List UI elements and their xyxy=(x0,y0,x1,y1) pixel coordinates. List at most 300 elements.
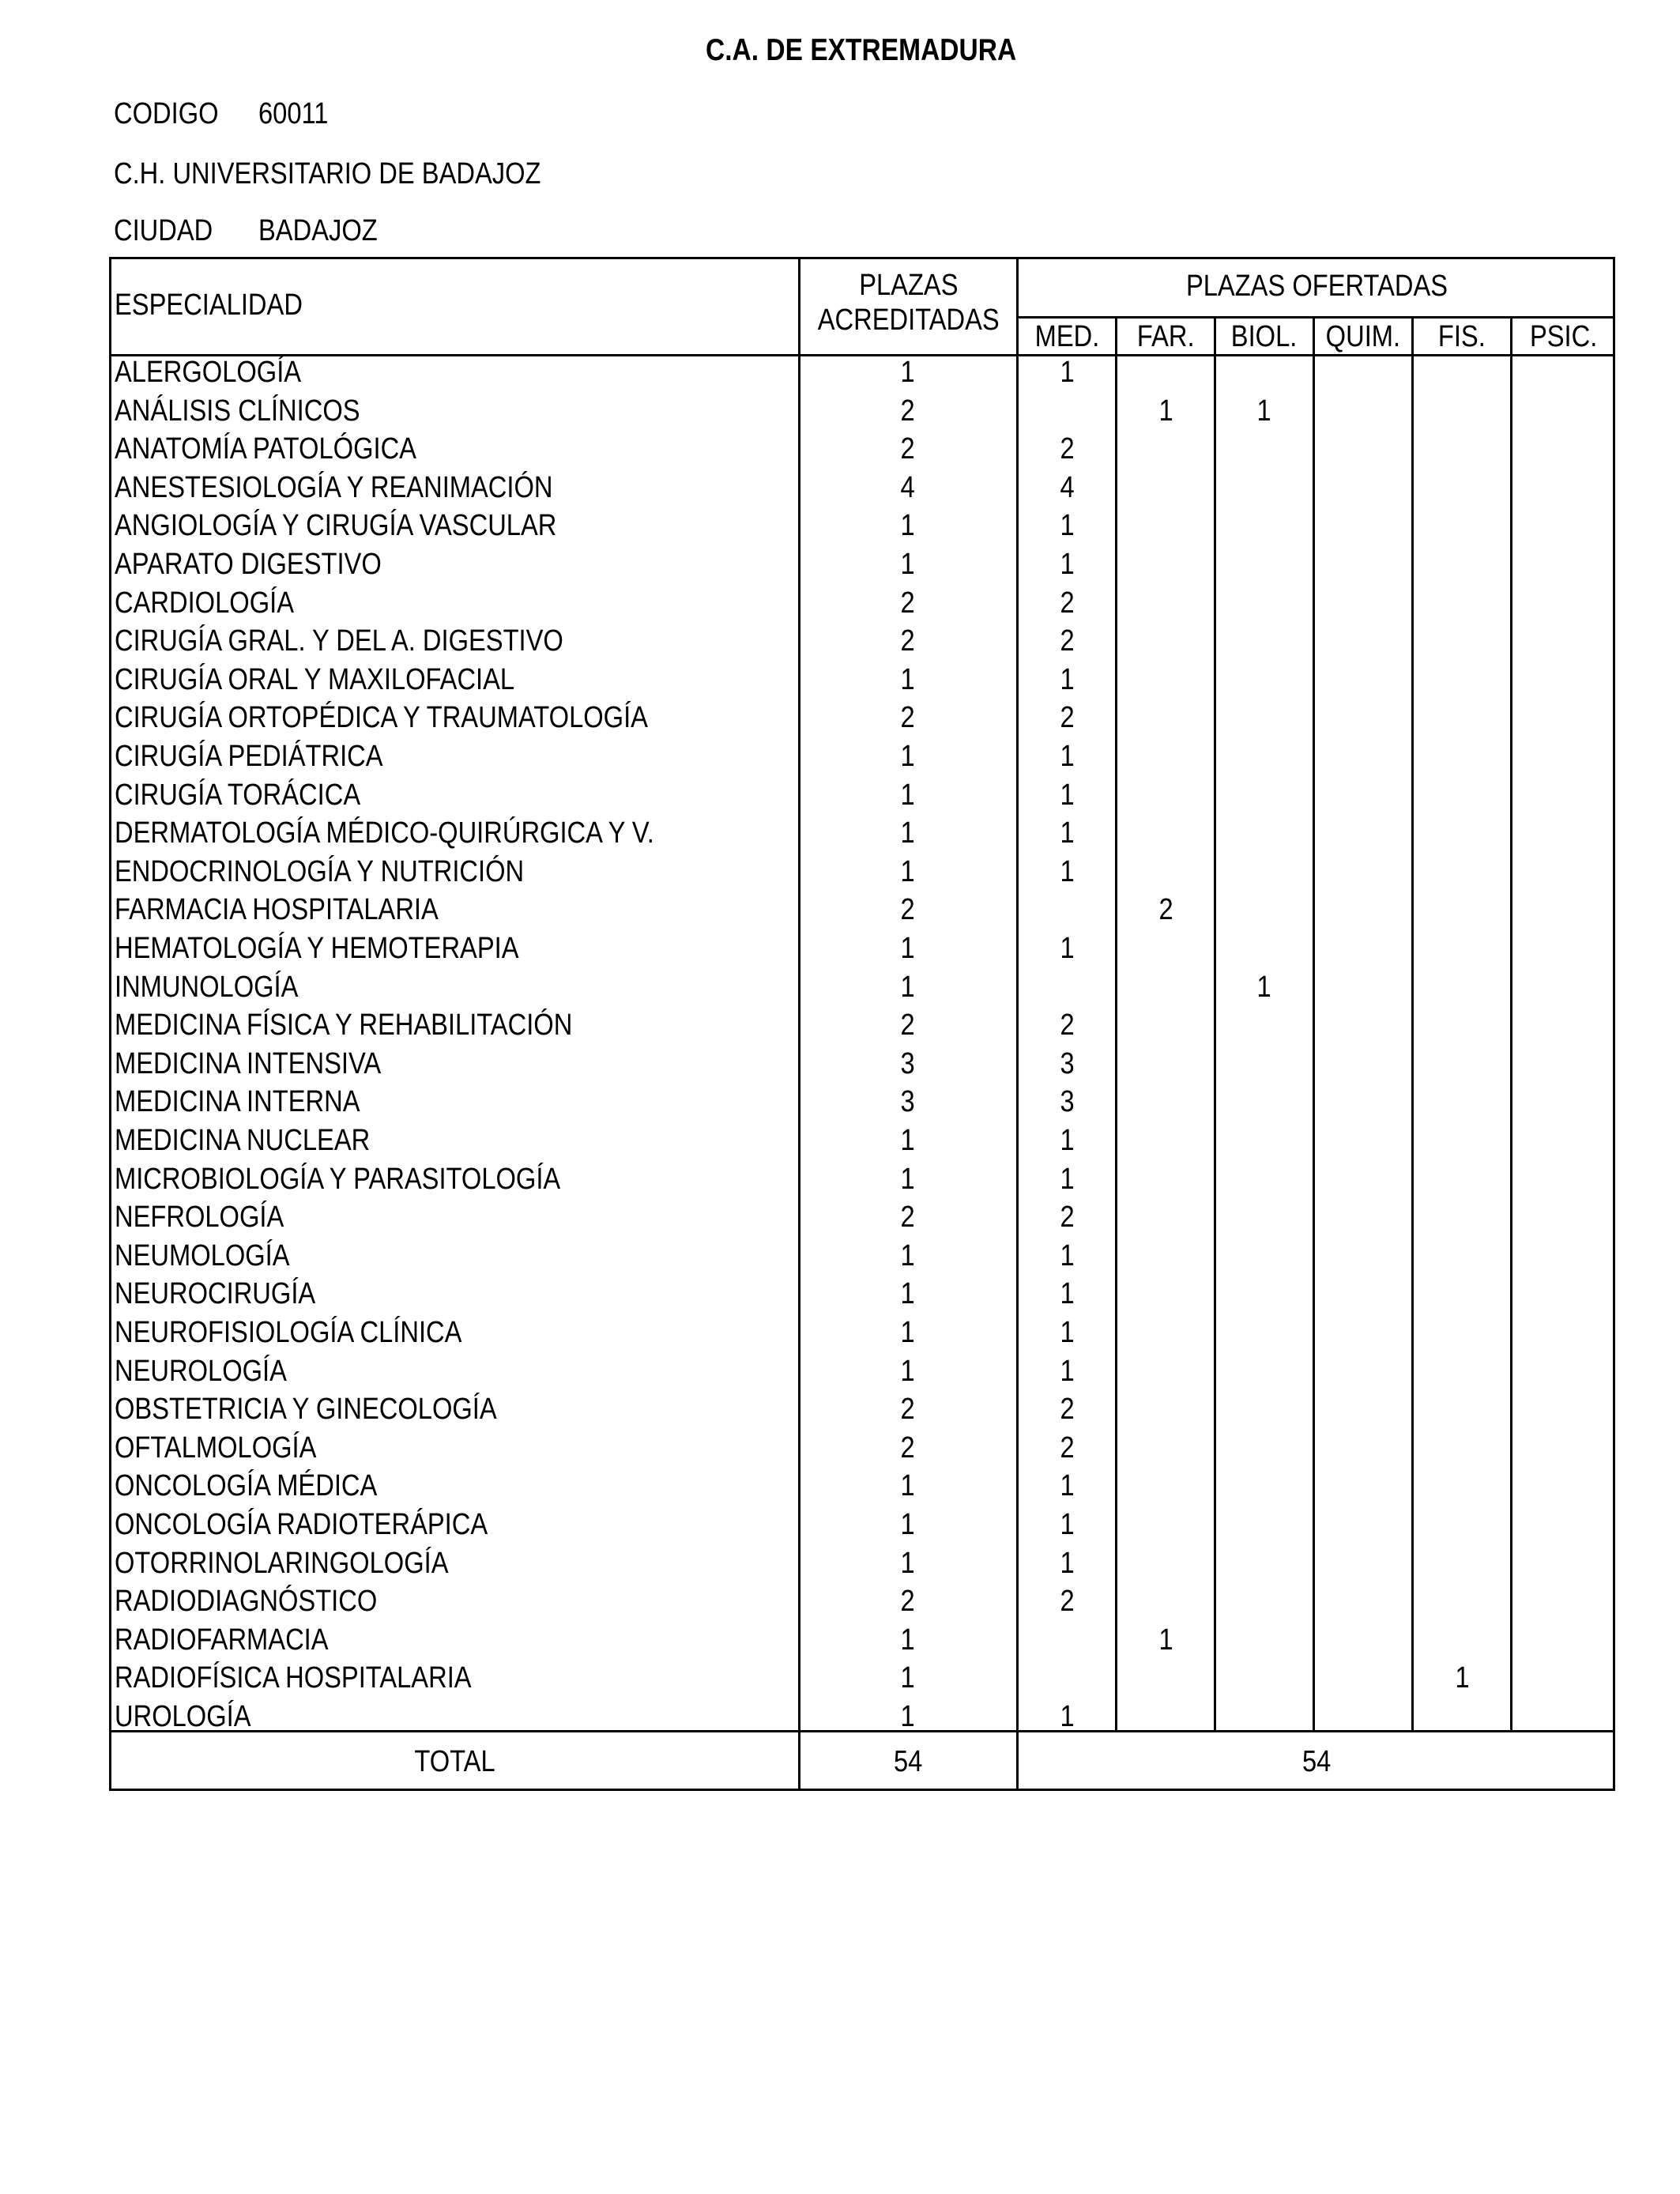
cell-acr: 2 xyxy=(900,394,916,428)
cell-fis xyxy=(1415,737,1510,776)
cell-psic xyxy=(1514,430,1609,469)
especialidad-name: NEUROFISIOLOGÍA CLÍNICA xyxy=(115,1316,462,1349)
cell-biol xyxy=(1217,1122,1312,1160)
cell-psic xyxy=(1514,1429,1609,1468)
cell-far xyxy=(1119,776,1214,815)
cell-fis xyxy=(1415,1237,1510,1276)
cell-fis xyxy=(1415,1544,1510,1583)
cell-acr: 2 xyxy=(900,1393,916,1427)
cell-fis xyxy=(1415,1275,1510,1314)
cell-psic xyxy=(1514,507,1609,545)
cell-acr: 3 xyxy=(900,1085,916,1119)
cell-med: 1 xyxy=(1060,1546,1075,1580)
cell-psic xyxy=(1514,392,1609,431)
cell-quim xyxy=(1317,1160,1411,1199)
cell-fis: 1 xyxy=(1455,1661,1471,1695)
cell-biol: 1 xyxy=(1256,394,1272,428)
cell-quim xyxy=(1317,661,1411,699)
cell-biol xyxy=(1217,1314,1312,1352)
cell-quim xyxy=(1317,737,1411,776)
total-label: TOTAL xyxy=(414,1745,495,1778)
cell-biol xyxy=(1217,661,1312,699)
cell-acr: 2 xyxy=(900,624,916,658)
cell-psic xyxy=(1514,661,1609,699)
cell-biol xyxy=(1217,853,1312,892)
cell-quim xyxy=(1317,392,1411,431)
cell-med xyxy=(1020,1659,1115,1698)
cell-far xyxy=(1119,1237,1214,1276)
cell-psic xyxy=(1514,545,1609,584)
especialidad-name: RADIOFÍSICA HOSPITALARIA xyxy=(115,1661,472,1695)
cell-acr: 2 xyxy=(900,701,916,735)
cell-biol xyxy=(1217,929,1312,968)
cell-biol xyxy=(1217,1237,1312,1276)
cell-fis xyxy=(1415,1467,1510,1506)
cell-fis xyxy=(1415,1083,1510,1122)
cell-psic xyxy=(1514,1006,1609,1045)
cell-far xyxy=(1119,1506,1214,1544)
cell-quim xyxy=(1317,584,1411,623)
cell-far xyxy=(1119,1698,1214,1736)
cell-med: 3 xyxy=(1060,1085,1075,1119)
cell-med: 2 xyxy=(1060,586,1075,620)
subheader-biol: BIOL. xyxy=(1231,320,1298,353)
table-row xyxy=(0,1582,1680,1621)
cell-acr: 1 xyxy=(900,854,916,888)
table-row xyxy=(0,1198,1680,1237)
cell-quim xyxy=(1317,1429,1411,1468)
cell-quim xyxy=(1317,929,1411,968)
cell-acr: 1 xyxy=(900,1238,916,1272)
cell-psic xyxy=(1514,1659,1609,1698)
cell-fis xyxy=(1415,1582,1510,1621)
cell-quim xyxy=(1317,1698,1411,1736)
cell-med: 2 xyxy=(1060,432,1075,466)
cell-biol xyxy=(1217,1467,1312,1506)
cell-med: 2 xyxy=(1060,1585,1075,1619)
especialidad-name: ANESTESIOLOGÍA Y REANIMACIÓN xyxy=(115,470,553,504)
cell-far xyxy=(1119,661,1214,699)
cell-psic xyxy=(1514,699,1609,737)
cell-far: 1 xyxy=(1158,394,1174,428)
table-row xyxy=(0,1083,1680,1122)
cell-fis xyxy=(1415,776,1510,815)
cell-biol xyxy=(1217,1659,1312,1698)
cell-acr: 2 xyxy=(900,1201,916,1235)
cell-acr: 1 xyxy=(900,1623,916,1657)
cell-biol xyxy=(1217,353,1312,392)
cell-psic xyxy=(1514,1198,1609,1237)
cell-fis xyxy=(1415,1390,1510,1429)
table-row xyxy=(0,1698,1680,1736)
table-row xyxy=(0,392,1680,431)
cell-med: 1 xyxy=(1060,854,1075,888)
cell-fis xyxy=(1415,622,1510,661)
cell-far xyxy=(1119,853,1214,892)
cell-acr: 1 xyxy=(900,1277,916,1311)
cell-med: 2 xyxy=(1060,1201,1075,1235)
especialidad-name: ENDOCRINOLOGÍA Y NUTRICIÓN xyxy=(115,854,525,888)
cell-quim xyxy=(1317,891,1411,929)
cell-far xyxy=(1119,622,1214,661)
cell-fis xyxy=(1415,1621,1510,1660)
cell-med xyxy=(1020,968,1115,1007)
ciudad-value: BADAJOZ xyxy=(258,214,378,247)
cell-far xyxy=(1119,1083,1214,1122)
cell-biol xyxy=(1217,1352,1312,1391)
especialidad-name: ALERGOLOGÍA xyxy=(115,356,302,389)
cell-psic xyxy=(1514,1237,1609,1276)
table-row xyxy=(0,1390,1680,1429)
cell-psic xyxy=(1514,622,1609,661)
cell-psic xyxy=(1514,1045,1609,1084)
subheader-far: FAR. xyxy=(1136,320,1195,353)
cell-fis xyxy=(1415,699,1510,737)
cell-fis xyxy=(1415,1352,1510,1391)
table-row xyxy=(0,1429,1680,1468)
especialidad-name: CARDIOLOGÍA xyxy=(115,586,294,620)
cell-quim xyxy=(1317,1506,1411,1544)
cell-psic xyxy=(1514,776,1609,815)
header-especialidad: ESPECIALIDAD xyxy=(115,288,303,322)
codigo-label: CODIGO xyxy=(114,97,219,130)
especialidad-name: CIRUGÍA PEDIÁTRICA xyxy=(115,740,383,773)
table-row xyxy=(0,1275,1680,1314)
cell-quim xyxy=(1317,776,1411,815)
cell-biol xyxy=(1217,776,1312,815)
especialidad-name: NEFROLOGÍA xyxy=(115,1201,284,1235)
cell-fis xyxy=(1415,507,1510,545)
cell-acr: 2 xyxy=(900,586,916,620)
cell-psic xyxy=(1514,737,1609,776)
cell-biol xyxy=(1217,1006,1312,1045)
table-row xyxy=(0,545,1680,584)
cell-biol xyxy=(1217,1083,1312,1122)
cell-med: 2 xyxy=(1060,1431,1075,1465)
cell-quim xyxy=(1317,1198,1411,1237)
subheader-quim: QUIM. xyxy=(1325,320,1401,353)
cell-far xyxy=(1119,584,1214,623)
table-row xyxy=(0,776,1680,815)
cell-med: 1 xyxy=(1060,1316,1075,1349)
cell-fis xyxy=(1415,430,1510,469)
cell-acr: 1 xyxy=(900,970,916,1004)
table-row xyxy=(0,507,1680,545)
ciudad-label: CIUDAD xyxy=(114,214,213,247)
cell-far xyxy=(1119,1390,1214,1429)
table-row xyxy=(0,1006,1680,1045)
cell-psic xyxy=(1514,968,1609,1007)
cell-quim xyxy=(1317,622,1411,661)
especialidad-name: ONCOLOGÍA MÉDICA xyxy=(115,1469,378,1503)
table-row xyxy=(0,622,1680,661)
subheader-fis: FIS. xyxy=(1438,320,1486,353)
cell-acr: 1 xyxy=(900,816,916,850)
cell-quim xyxy=(1317,1659,1411,1698)
especialidad-name: APARATO DIGESTIVO xyxy=(115,548,382,581)
cell-fis xyxy=(1415,584,1510,623)
table-row xyxy=(0,1237,1680,1276)
cell-acr: 2 xyxy=(900,432,916,466)
total-acreditadas: 54 xyxy=(894,1745,923,1778)
cell-acr: 1 xyxy=(900,1354,916,1388)
cell-med xyxy=(1020,392,1115,431)
table-row xyxy=(0,737,1680,776)
cell-fis xyxy=(1415,929,1510,968)
cell-quim xyxy=(1317,1582,1411,1621)
table-row xyxy=(0,1045,1680,1084)
cell-psic xyxy=(1514,853,1609,892)
cell-med xyxy=(1020,891,1115,929)
cell-psic xyxy=(1514,469,1609,507)
cell-biol: 1 xyxy=(1256,970,1272,1004)
cell-quim xyxy=(1317,1275,1411,1314)
cell-fis xyxy=(1415,661,1510,699)
cell-fis xyxy=(1415,1506,1510,1544)
cell-acr: 3 xyxy=(900,1046,916,1080)
cell-biol xyxy=(1217,1160,1312,1199)
cell-fis xyxy=(1415,1160,1510,1199)
cell-biol xyxy=(1217,1582,1312,1621)
cell-quim xyxy=(1317,507,1411,545)
cell-quim xyxy=(1317,1467,1411,1506)
cell-biol xyxy=(1217,584,1312,623)
cell-acr: 1 xyxy=(900,1508,916,1541)
cell-psic xyxy=(1514,1621,1609,1660)
especialidad-name: ANGIOLOGÍA Y CIRUGÍA VASCULAR xyxy=(115,509,557,543)
cell-psic xyxy=(1514,929,1609,968)
cell-biol xyxy=(1217,1506,1312,1544)
cell-acr: 1 xyxy=(900,509,916,543)
cell-fis xyxy=(1415,469,1510,507)
cell-fis xyxy=(1415,1698,1510,1736)
table-row xyxy=(0,1352,1680,1391)
cell-fis xyxy=(1415,1198,1510,1237)
cell-far xyxy=(1119,1160,1214,1199)
cell-acr: 1 xyxy=(900,740,916,773)
cell-acr: 1 xyxy=(900,356,916,389)
cell-acr: 2 xyxy=(900,893,916,927)
especialidad-name: MEDICINA INTENSIVA xyxy=(115,1046,382,1080)
header-plazas-acreditadas: PLAZAS ACREDITADAS xyxy=(817,269,1000,337)
especialidad-name: CIRUGÍA ORAL Y MAXILOFACIAL xyxy=(115,662,515,696)
especialidad-name: ANATOMÍA PATOLÓGICA xyxy=(115,432,416,466)
table-row xyxy=(0,1122,1680,1160)
cell-fis xyxy=(1415,1314,1510,1352)
table-row xyxy=(0,1621,1680,1660)
cell-biol xyxy=(1217,1621,1312,1660)
cell-psic xyxy=(1514,814,1609,853)
cell-biol xyxy=(1217,1045,1312,1084)
cell-med: 4 xyxy=(1060,470,1075,504)
cell-psic xyxy=(1514,1352,1609,1391)
cell-far xyxy=(1119,1045,1214,1084)
table-row xyxy=(0,1160,1680,1199)
cell-med: 1 xyxy=(1060,548,1075,581)
header-plazas-ofertadas: PLAZAS OFERTADAS xyxy=(1185,270,1448,303)
cell-quim xyxy=(1317,430,1411,469)
cell-biol xyxy=(1217,430,1312,469)
cell-psic xyxy=(1514,1160,1609,1199)
especialidad-name: OTORRINOLARINGOLOGÍA xyxy=(115,1546,449,1580)
especialidad-name: UROLOGÍA xyxy=(115,1700,251,1733)
cell-med: 2 xyxy=(1060,624,1075,658)
cell-far xyxy=(1119,1429,1214,1468)
cell-biol xyxy=(1217,1275,1312,1314)
cell-psic xyxy=(1514,1122,1609,1160)
cell-psic xyxy=(1514,1390,1609,1429)
cell-acr: 2 xyxy=(900,1585,916,1619)
cell-psic xyxy=(1514,1544,1609,1583)
cell-biol xyxy=(1217,1698,1312,1736)
especialidad-name: MEDICINA FÍSICA Y REHABILITACIÓN xyxy=(115,1008,573,1042)
cell-acr: 1 xyxy=(900,1546,916,1580)
especialidad-name: OBSTETRICIA Y GINECOLOGÍA xyxy=(115,1393,497,1427)
cell-biol xyxy=(1217,891,1312,929)
cell-acr: 1 xyxy=(900,1661,916,1695)
cell-med: 1 xyxy=(1060,356,1075,389)
cell-quim xyxy=(1317,853,1411,892)
cell-acr: 1 xyxy=(900,932,916,965)
cell-far xyxy=(1119,1659,1214,1698)
cell-med: 1 xyxy=(1060,1700,1075,1733)
cell-biol xyxy=(1217,469,1312,507)
cell-quim xyxy=(1317,1544,1411,1583)
table-row xyxy=(0,1467,1680,1506)
cell-far xyxy=(1119,737,1214,776)
cell-biol xyxy=(1217,507,1312,545)
cell-quim xyxy=(1317,1083,1411,1122)
cell-biol xyxy=(1217,545,1312,584)
cell-fis xyxy=(1415,1045,1510,1084)
cell-quim xyxy=(1317,1314,1411,1352)
cell-quim xyxy=(1317,1621,1411,1660)
especialidad-name: NEUROLOGÍA xyxy=(115,1354,287,1388)
cell-psic xyxy=(1514,584,1609,623)
cell-far xyxy=(1119,1006,1214,1045)
cell-biol xyxy=(1217,1544,1312,1583)
cell-fis xyxy=(1415,968,1510,1007)
cell-far xyxy=(1119,469,1214,507)
cell-biol xyxy=(1217,1198,1312,1237)
cell-far xyxy=(1119,814,1214,853)
cell-quim xyxy=(1317,1390,1411,1429)
table-row xyxy=(0,353,1680,392)
hospital-name: C.H. UNIVERSITARIO DE BADAJOZ xyxy=(114,157,541,190)
cell-quim xyxy=(1317,1122,1411,1160)
cell-quim xyxy=(1317,1045,1411,1084)
cell-psic xyxy=(1514,1698,1609,1736)
especialidad-name: MEDICINA INTERNA xyxy=(115,1085,360,1119)
especialidad-name: OFTALMOLOGÍA xyxy=(115,1431,317,1465)
cell-quim xyxy=(1317,1237,1411,1276)
cell-biol xyxy=(1217,1429,1312,1468)
cell-med: 1 xyxy=(1060,1469,1075,1503)
cell-psic xyxy=(1514,1582,1609,1621)
cell-far xyxy=(1119,699,1214,737)
especialidad-name: RADIOFARMACIA xyxy=(115,1623,329,1657)
cell-far xyxy=(1119,353,1214,392)
cell-med xyxy=(1020,1621,1115,1660)
cell-quim xyxy=(1317,469,1411,507)
cell-far xyxy=(1119,1352,1214,1391)
table-row xyxy=(0,1314,1680,1352)
table-row xyxy=(0,699,1680,737)
especialidad-name: CIRUGÍA GRAL. Y DEL A. DIGESTIVO xyxy=(115,624,563,658)
cell-far xyxy=(1119,1275,1214,1314)
cell-biol xyxy=(1217,699,1312,737)
cell-fis xyxy=(1415,353,1510,392)
cell-fis xyxy=(1415,1006,1510,1045)
table-row xyxy=(0,1544,1680,1583)
especialidad-name: INMUNOLOGÍA xyxy=(115,970,299,1004)
cell-quim xyxy=(1317,968,1411,1007)
cell-far xyxy=(1119,430,1214,469)
especialidad-name: NEUMOLOGÍA xyxy=(115,1238,290,1272)
table-row xyxy=(0,1659,1680,1698)
cell-far xyxy=(1119,968,1214,1007)
table-row xyxy=(0,430,1680,469)
cell-psic xyxy=(1514,1083,1609,1122)
cell-biol xyxy=(1217,737,1312,776)
subheader-med: MED. xyxy=(1034,320,1099,353)
cell-far: 1 xyxy=(1158,1623,1174,1657)
cell-med: 1 xyxy=(1060,1277,1075,1311)
cell-psic xyxy=(1514,1314,1609,1352)
table-row xyxy=(0,853,1680,892)
cell-med: 1 xyxy=(1060,778,1075,812)
cell-biol xyxy=(1217,622,1312,661)
especialidad-name: NEUROCIRUGÍA xyxy=(115,1277,316,1311)
cell-med: 1 xyxy=(1060,509,1075,543)
cell-acr: 1 xyxy=(900,548,916,581)
cell-med: 1 xyxy=(1060,1162,1075,1196)
cell-quim xyxy=(1317,699,1411,737)
cell-med: 3 xyxy=(1060,1046,1075,1080)
table-row xyxy=(0,968,1680,1007)
cell-fis xyxy=(1415,545,1510,584)
table-row xyxy=(0,584,1680,623)
especialidad-name: CIRUGÍA TORÁCICA xyxy=(115,778,361,812)
cell-psic xyxy=(1514,1506,1609,1544)
table-row xyxy=(0,661,1680,699)
cell-psic xyxy=(1514,1467,1609,1506)
cell-med: 1 xyxy=(1060,1508,1075,1541)
cell-quim xyxy=(1317,545,1411,584)
table-row xyxy=(0,814,1680,853)
especialidad-name: DERMATOLOGÍA MÉDICO-QUIRÚRGICA Y V. xyxy=(115,816,654,850)
cell-far xyxy=(1119,1314,1214,1352)
cell-far xyxy=(1119,1544,1214,1583)
cell-med: 1 xyxy=(1060,740,1075,773)
table-row xyxy=(0,469,1680,507)
cell-med: 1 xyxy=(1060,1238,1075,1272)
grid-line xyxy=(1016,316,1615,319)
cell-far xyxy=(1119,1198,1214,1237)
cell-med: 1 xyxy=(1060,662,1075,696)
cell-far xyxy=(1119,929,1214,968)
cell-med: 2 xyxy=(1060,701,1075,735)
cell-psic xyxy=(1514,353,1609,392)
cell-med: 2 xyxy=(1060,1393,1075,1427)
cell-psic xyxy=(1514,1275,1609,1314)
cell-quim xyxy=(1317,814,1411,853)
cell-fis xyxy=(1415,392,1510,431)
cell-med: 2 xyxy=(1060,1008,1075,1042)
cell-far xyxy=(1119,507,1214,545)
table-row xyxy=(0,929,1680,968)
cell-med: 1 xyxy=(1060,1354,1075,1388)
